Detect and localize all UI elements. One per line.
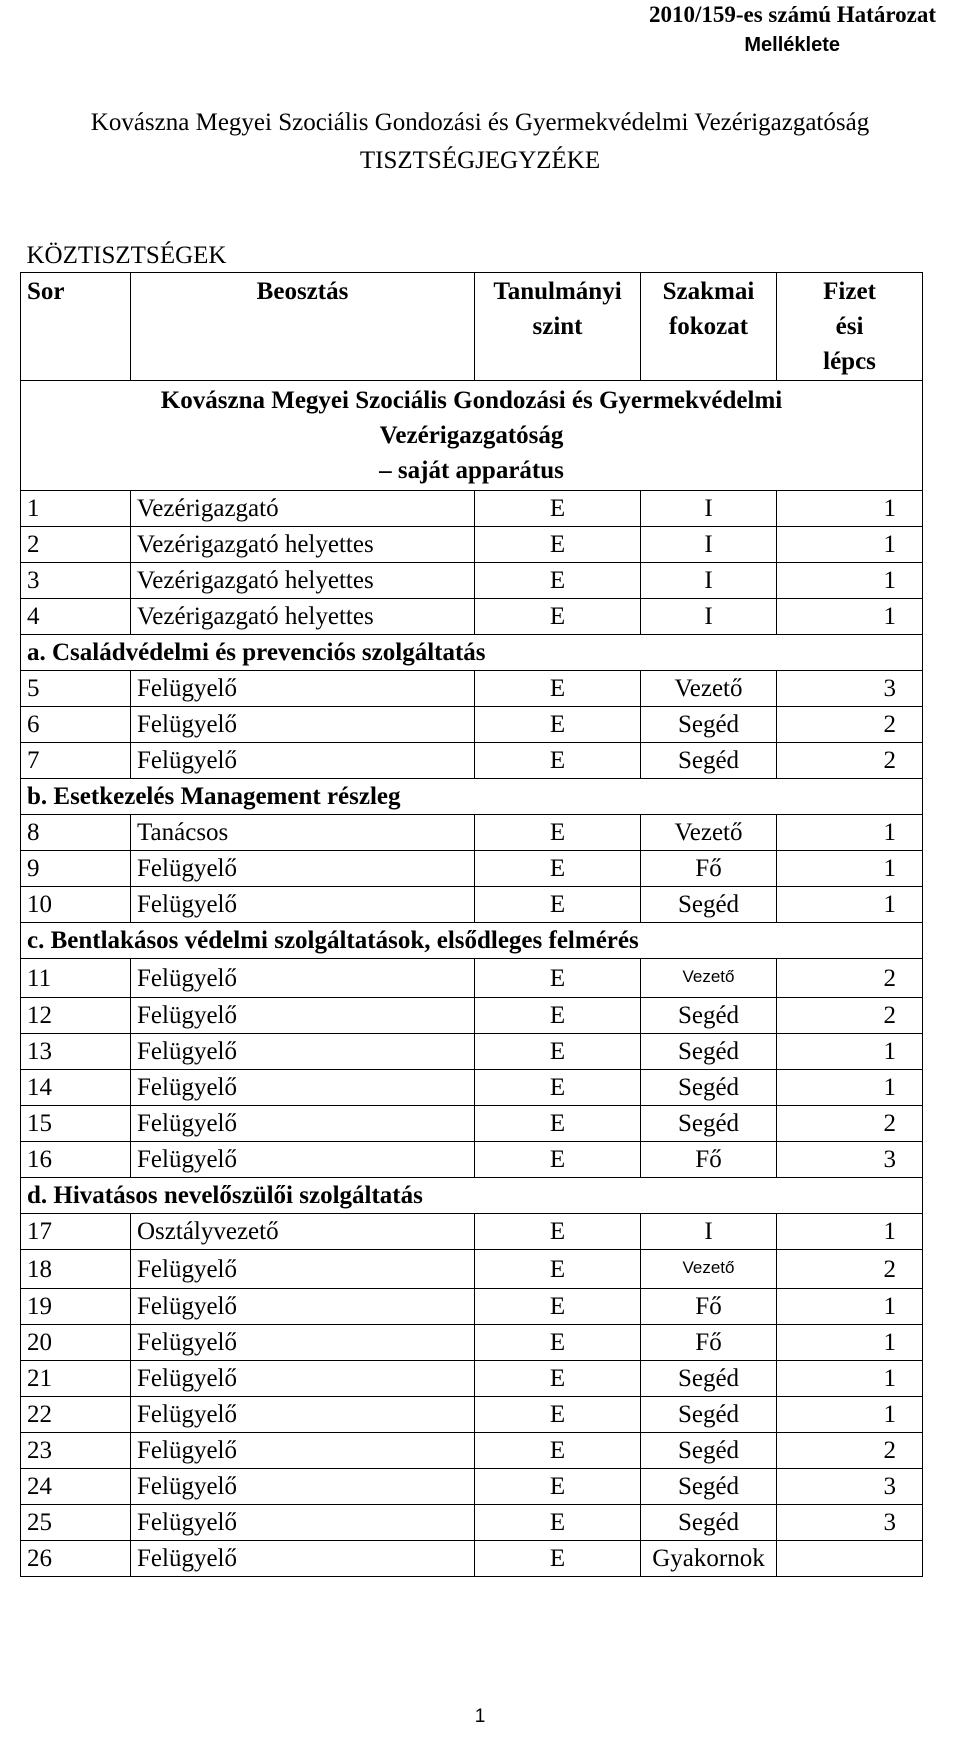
row-number: 19 xyxy=(21,1289,131,1325)
row-salary-step: 2 xyxy=(777,959,923,998)
row-education-level: E xyxy=(475,851,641,887)
row-number: 11 xyxy=(21,959,131,998)
table-row xyxy=(21,1325,923,1361)
row-position: Felügyelő xyxy=(131,707,475,743)
row-number: 26 xyxy=(21,1541,131,1577)
row-position: Felügyelő xyxy=(131,1505,475,1541)
row-education-level: E xyxy=(475,887,641,923)
table-row xyxy=(21,1214,923,1250)
row-education-level: E xyxy=(475,1397,641,1433)
row-education-level: E xyxy=(475,1361,641,1397)
row-number: 14 xyxy=(21,1070,131,1106)
row-salary-step: 1 xyxy=(777,1070,923,1106)
row-salary-step: 1 xyxy=(777,527,923,563)
row-salary-step: 1 xyxy=(777,887,923,923)
section-row xyxy=(21,635,923,671)
row-education-level: E xyxy=(475,1250,641,1289)
row-position: Felügyelő xyxy=(131,671,475,707)
row-education-level: E xyxy=(475,1070,641,1106)
row-number: 13 xyxy=(21,1034,131,1070)
row-professional-grade: Segéd xyxy=(641,743,777,779)
row-salary-step: 2 xyxy=(777,1433,923,1469)
row-salary-step: 3 xyxy=(777,671,923,707)
row-professional-grade xyxy=(641,1250,777,1289)
row-position: Felügyelő xyxy=(131,887,475,923)
table-row xyxy=(21,1070,923,1106)
row-education-level: E xyxy=(475,1289,641,1325)
row-salary-step xyxy=(777,1541,923,1577)
row-number: 1 xyxy=(21,491,131,527)
row-salary-step: 2 xyxy=(777,707,923,743)
row-education-level: E xyxy=(475,707,641,743)
table-row xyxy=(21,707,923,743)
row-position: Felügyelő xyxy=(131,1034,475,1070)
table-row xyxy=(21,1397,923,1433)
row-professional-grade: Segéd xyxy=(641,1505,777,1541)
table-row xyxy=(21,599,923,635)
table-row xyxy=(21,1469,923,1505)
document-title xyxy=(0,104,960,180)
row-education-level: E xyxy=(475,815,641,851)
section-row xyxy=(21,923,923,959)
row-position: Vezérigazgató helyettes xyxy=(131,563,475,599)
row-education-level: E xyxy=(475,959,641,998)
row-professional-grade: Fő xyxy=(641,1142,777,1178)
table-row xyxy=(21,1034,923,1070)
table-row xyxy=(21,1433,923,1469)
row-salary-step: 2 xyxy=(777,1250,923,1289)
page-number: 1 xyxy=(474,1706,486,1727)
row-professional-grade: Segéd xyxy=(641,887,777,923)
row-salary-step: 2 xyxy=(777,998,923,1034)
row-professional-grade: Segéd xyxy=(641,1106,777,1142)
row-education-level: E xyxy=(475,1106,641,1142)
row-salary-step: 1 xyxy=(777,1397,923,1433)
row-number: 24 xyxy=(21,1469,131,1505)
row-education-level: E xyxy=(475,743,641,779)
row-education-level: E xyxy=(475,599,641,635)
section-row xyxy=(21,1178,923,1214)
row-professional-grade: I xyxy=(641,563,777,599)
row-number: 17 xyxy=(21,1214,131,1250)
row-professional-grade: I xyxy=(641,527,777,563)
row-salary-step: 1 xyxy=(777,851,923,887)
row-number: 25 xyxy=(21,1505,131,1541)
section-row xyxy=(21,779,923,815)
row-education-level: E xyxy=(475,1034,641,1070)
table-row xyxy=(21,1142,923,1178)
row-salary-step: 1 xyxy=(777,1325,923,1361)
row-education-level: E xyxy=(475,1469,641,1505)
row-number: 21 xyxy=(21,1361,131,1397)
row-professional-grade: Segéd xyxy=(641,1361,777,1397)
row-salary-step: 2 xyxy=(777,1106,923,1142)
row-number: 3 xyxy=(21,563,131,599)
row-professional-grade: Segéd xyxy=(641,998,777,1034)
row-position: Vezérigazgató helyettes xyxy=(131,599,475,635)
row-professional-grade: Segéd xyxy=(641,707,777,743)
row-number: 4 xyxy=(21,599,131,635)
row-salary-step: 3 xyxy=(777,1505,923,1541)
table-row xyxy=(21,851,923,887)
table-row xyxy=(21,1361,923,1397)
row-professional-grade: Segéd xyxy=(641,1034,777,1070)
row-professional-grade: Segéd xyxy=(641,1433,777,1469)
row-position: Felügyelő xyxy=(131,1397,475,1433)
section-title-row xyxy=(21,240,923,273)
row-position: Felügyelő xyxy=(131,1142,475,1178)
row-position: Felügyelő xyxy=(131,959,475,998)
document-title-line1: Kovászna Megyei Szociális Gondozási és Gyermekvédelmi Vezérigazgatóság xyxy=(90,109,870,136)
row-education-level: E xyxy=(475,527,641,563)
table-row xyxy=(21,959,923,998)
table-row xyxy=(21,527,923,563)
section-label: c. Bentlakásos védelmi szolgáltatások, elsődleges felmérés xyxy=(21,923,923,959)
row-number: 6 xyxy=(21,707,131,743)
row-position: Vezérigazgató xyxy=(131,491,475,527)
row-professional-grade: Fő xyxy=(641,851,777,887)
table-row xyxy=(21,1541,923,1577)
table-row xyxy=(21,1250,923,1289)
row-position: Felügyelő xyxy=(131,1325,475,1361)
resolution-title: 2010/159-es számú Határozat xyxy=(648,2,936,27)
row-professional-grade: Segéd xyxy=(641,1070,777,1106)
row-professional-grade: I xyxy=(641,1214,777,1250)
row-salary-step: 1 xyxy=(777,599,923,635)
row-salary-step: 1 xyxy=(777,1214,923,1250)
header-tanulmanyi-szint: Tanulmányi szint xyxy=(475,273,641,381)
section-label: b. Esetkezelés Management részleg xyxy=(21,779,923,815)
table-row xyxy=(21,1106,923,1142)
row-professional-grade: I xyxy=(641,491,777,527)
row-professional-grade xyxy=(641,959,777,998)
table-row xyxy=(21,743,923,779)
row-salary-step: 1 xyxy=(777,815,923,851)
header-sor: Sor xyxy=(21,273,131,381)
header-fizetesi-lepcso: Fizet ési lépcs xyxy=(777,273,923,381)
row-number: 5 xyxy=(21,671,131,707)
row-salary-step: 3 xyxy=(777,1469,923,1505)
row-number: 7 xyxy=(21,743,131,779)
table-row xyxy=(21,1505,923,1541)
row-professional-grade: Segéd xyxy=(641,1397,777,1433)
row-education-level: E xyxy=(475,1214,641,1250)
row-position: Felügyelő xyxy=(131,1250,475,1289)
row-education-level: E xyxy=(475,998,641,1034)
row-salary-step: 1 xyxy=(777,1289,923,1325)
section-label: a. Családvédelmi és prevenciós szolgáltatás xyxy=(21,635,923,671)
row-number: 10 xyxy=(21,887,131,923)
table-row xyxy=(21,887,923,923)
row-professional-grade: Vezető xyxy=(641,671,777,707)
table-row xyxy=(21,491,923,527)
row-position: Felügyelő xyxy=(131,1361,475,1397)
row-position: Felügyelő xyxy=(131,1433,475,1469)
row-number: 23 xyxy=(21,1433,131,1469)
org-header-row xyxy=(21,381,923,491)
row-professional-grade-text: Vezető xyxy=(682,967,735,986)
row-position: Felügyelő xyxy=(131,1070,475,1106)
org-header: Kovászna Megyei Szociális Gondozási és Gyermekvédelmi Vezérigazgatóság – saját apparátus xyxy=(21,381,923,491)
row-number: 22 xyxy=(21,1397,131,1433)
row-professional-grade: Fő xyxy=(641,1325,777,1361)
row-position: Felügyelő xyxy=(131,1541,475,1577)
row-education-level: E xyxy=(475,1325,641,1361)
row-position: Felügyelő xyxy=(131,1289,475,1325)
row-salary-step: 1 xyxy=(777,491,923,527)
row-salary-step: 2 xyxy=(777,743,923,779)
row-position: Tanácsos xyxy=(131,815,475,851)
row-number: 8 xyxy=(21,815,131,851)
table-row xyxy=(21,998,923,1034)
row-number: 12 xyxy=(21,998,131,1034)
row-professional-grade: Gyakornok xyxy=(641,1541,777,1577)
row-education-level: E xyxy=(475,1142,641,1178)
row-position: Felügyelő xyxy=(131,1469,475,1505)
table-row xyxy=(21,815,923,851)
positions-table xyxy=(20,240,923,1577)
row-professional-grade: Segéd xyxy=(641,1469,777,1505)
section-label: d. Hivatásos nevelőszülői szolgáltatás xyxy=(21,1178,923,1214)
row-education-level: E xyxy=(475,671,641,707)
row-salary-step: 1 xyxy=(777,1361,923,1397)
row-education-level: E xyxy=(475,563,641,599)
header-beosztas: Beosztás xyxy=(131,273,475,381)
row-salary-step: 1 xyxy=(777,1034,923,1070)
resolution-subtitle: Melléklete xyxy=(744,34,840,56)
row-professional-grade: Vezető xyxy=(641,815,777,851)
column-header-row xyxy=(21,273,923,381)
row-professional-grade-text: Vezető xyxy=(682,1258,735,1277)
row-position: Felügyelő xyxy=(131,851,475,887)
row-salary-step: 1 xyxy=(777,563,923,599)
table-row xyxy=(21,563,923,599)
row-position: Osztályvezető xyxy=(131,1214,475,1250)
row-position: Felügyelő xyxy=(131,1106,475,1142)
row-education-level: E xyxy=(475,491,641,527)
row-professional-grade: I xyxy=(641,599,777,635)
row-number: 2 xyxy=(21,527,131,563)
row-number: 20 xyxy=(21,1325,131,1361)
row-position: Felügyelő xyxy=(131,743,475,779)
row-salary-step: 3 xyxy=(777,1142,923,1178)
row-number: 18 xyxy=(21,1250,131,1289)
header-szakmai-fokozat: Szakmai fokozat xyxy=(641,273,777,381)
row-professional-grade: Fő xyxy=(641,1289,777,1325)
row-education-level: E xyxy=(475,1433,641,1469)
row-education-level: E xyxy=(475,1505,641,1541)
document-title-line2: TISZTSÉGJEGYZÉKE xyxy=(359,147,601,174)
row-number: 16 xyxy=(21,1142,131,1178)
table-row xyxy=(21,671,923,707)
row-education-level: E xyxy=(475,1541,641,1577)
row-number: 15 xyxy=(21,1106,131,1142)
row-position: Felügyelő xyxy=(131,998,475,1034)
section-title: KÖZTISZTSÉGEK xyxy=(26,242,227,269)
row-position: Vezérigazgató helyettes xyxy=(131,527,475,563)
row-number: 9 xyxy=(21,851,131,887)
table-row xyxy=(21,1289,923,1325)
